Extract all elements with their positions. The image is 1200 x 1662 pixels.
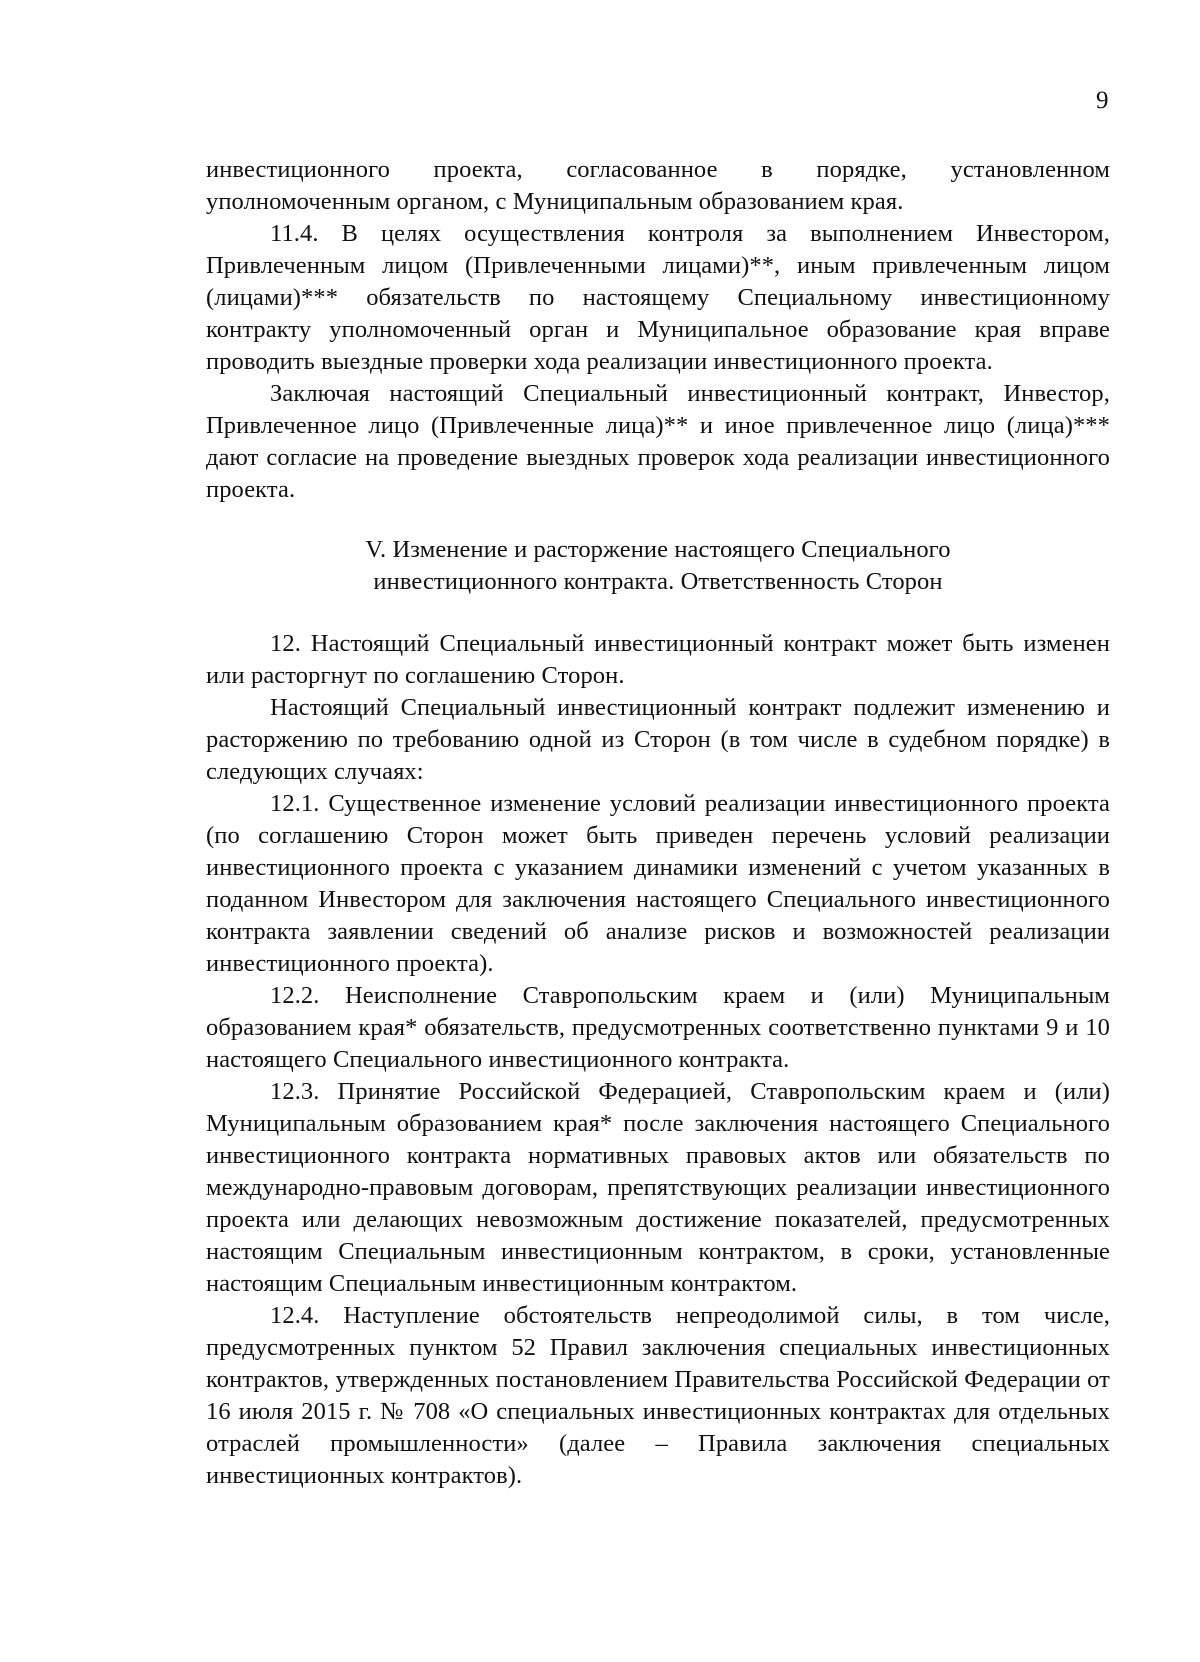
paragraph-12-2: 12.2. Неисполнение Ставропольским краем и (или) Муниципальным образованием края* обязательств, предусмотренных соответственно пунктами 9 и 10 настоящего Специального инвестиционного контракта. <box>206 982 1110 1073</box>
paragraph-12-3: 12.3. Принятие Российской Федерацией, Ставропольским краем и (или) Муниципальным образованием края* после заключения настоящего Специального инвестиционного контракта нормативных правовых актов или обязательств по международно-правовым договорам, препятствующих реализации инвестиционного проекта или делающих невозможным достижение показателей, предусмотренных настоящим Специальным инвестиционным контрактом, в сроки, установленные настоящим Специальным инвестиционным контрактом. <box>206 1078 1110 1297</box>
section-heading-line-1: V. Изменение и расторжение настоящего Специального <box>365 536 951 563</box>
section-heading-line-2: инвестиционного контракта. Ответственность Сторон <box>373 568 943 595</box>
section-heading <box>206 534 1110 598</box>
paragraph-consent: Заключая настоящий Специальный инвестиционный контракт, Инвестор, Привлеченное лицо (Привлеченные лица)** и иное привлеченное лицо (лица)*** дают согласие на проведение выездных проверок хода реализации инвестиционного проекта. <box>206 380 1110 503</box>
paragraph-11-4: 11.4. В целях осуществления контроля за выполнением Инвестором, Привлеченным лицом (Привлеченными лицами)**, иным привлеченным лицом (лицами)*** обязательств по настоящему Специальному инвестиционному контракту уполномоченный орган и Муниципальное образование края вправе проводить выездные проверки хода реализации инвестиционного проекта. <box>206 220 1110 375</box>
paragraph-12: 12. Настоящий Специальный инвестиционный контракт может быть изменен или расторгнут по соглашению Сторон. <box>206 630 1110 689</box>
page-number: 9 <box>1096 87 1109 114</box>
paragraph-12-4: 12.4. Наступление обстоятельств непреодолимой силы, в том числе, предусмотренных пунктом 52 Правил заключения специальных инвестиционных контрактов, утвержденных постановлением Правительства Российской Федерации от 16 июля 2015 г. № 708 «О специальных инвестиционных контрактах для отдельных отраслей промышленности» (далее – Правила заключения специальных инвестиционных контрактов). <box>206 1302 1110 1489</box>
document-body <box>206 154 1110 1492</box>
paragraph-12-intro: Настоящий Специальный инвестиционный контракт подлежит изменению и расторжению по требованию одной из Сторон (в том числе в судебном порядке) в следующих случаях: <box>206 694 1110 785</box>
paragraph-continuation: инвестиционного проекта, согласованное в порядке, установленном уполномоченным органом, с Муниципальным образованием края. <box>206 156 1110 215</box>
paragraph-12-1: 12.1. Существенное изменение условий реализации инвестиционного проекта (по соглашению Сторон может быть приведен перечень условий реализации инвестиционного проекта с указанием динамики изменений с учетом указанных в поданном Инвестором для заключения настоящего Специального инвестиционного контракта заявлении сведений об анализе рисков и возможностей реализации инвестиционного проекта). <box>206 790 1110 977</box>
